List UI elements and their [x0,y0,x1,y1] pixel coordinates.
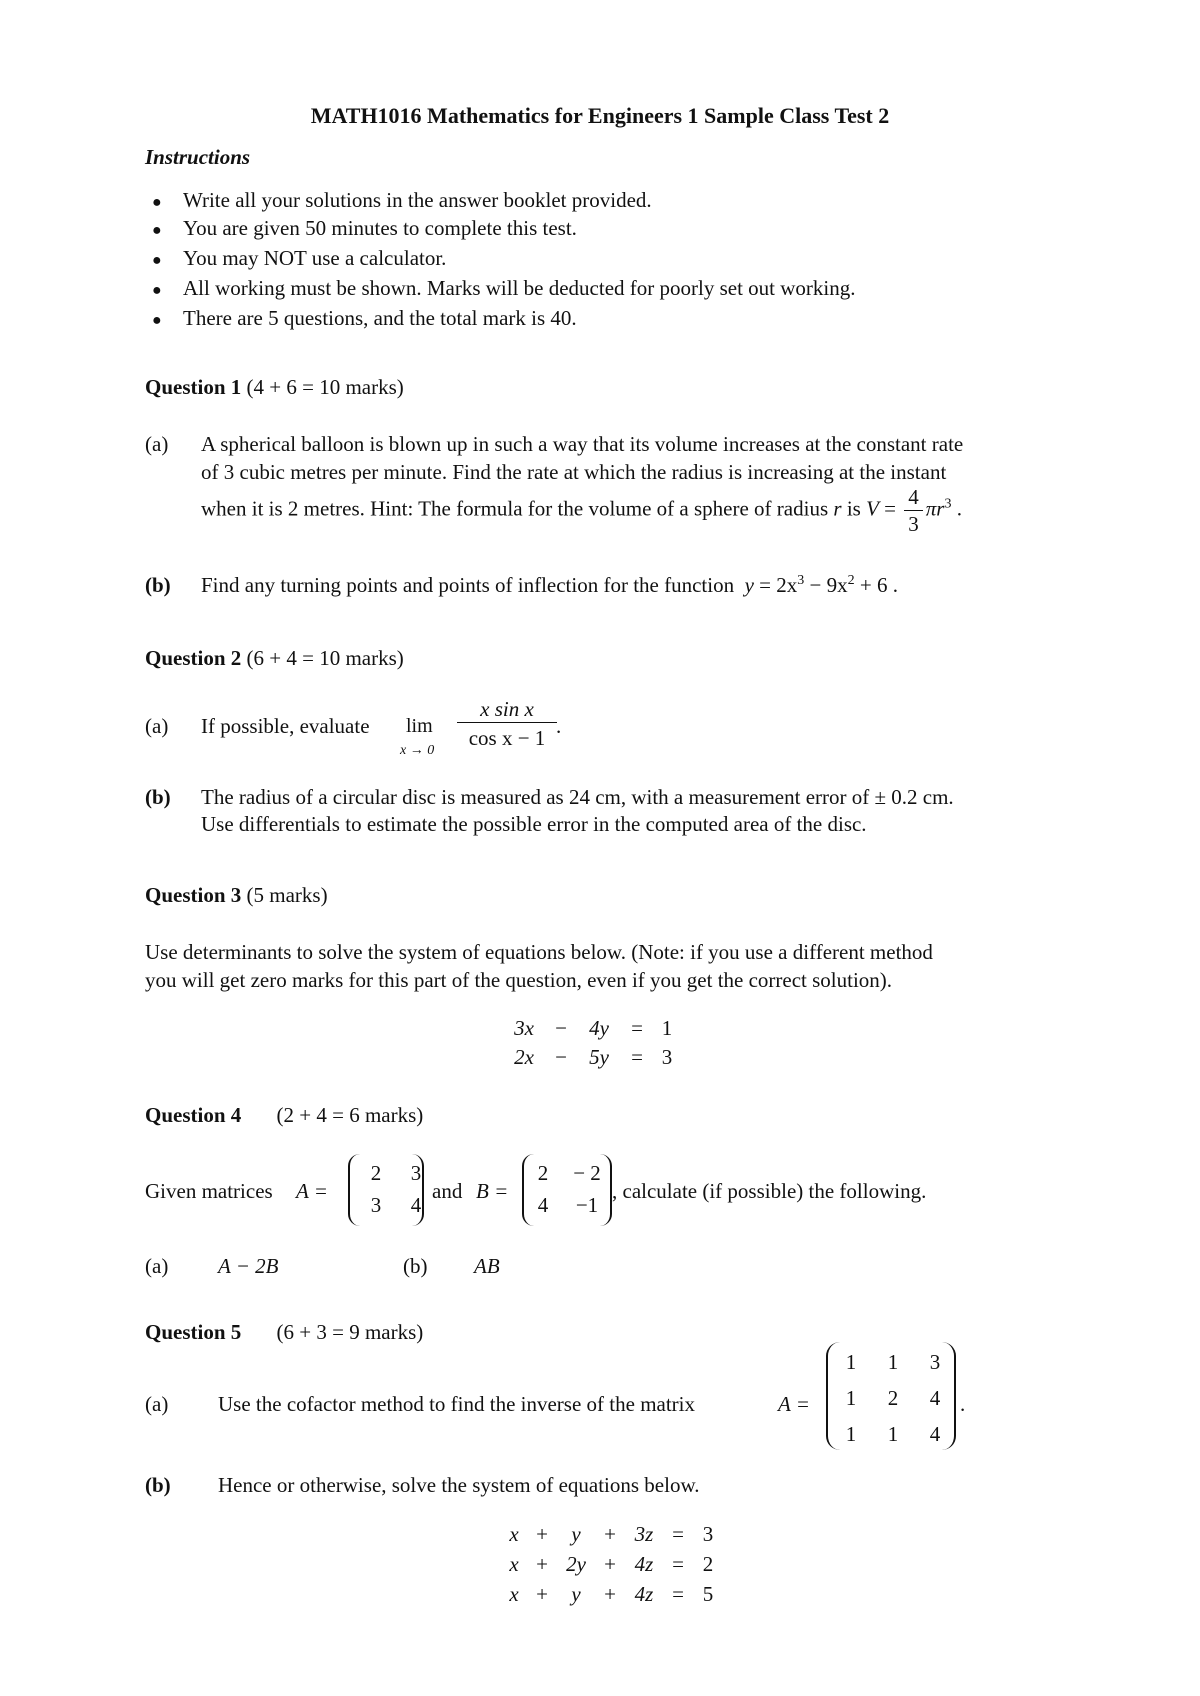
instruction-item: You are given 50 minutes to complete this test. [183,216,577,240]
part-label: (a) [145,714,169,738]
matrix-cell: 4 [410,1193,422,1217]
matrix-label: A = [778,1392,810,1416]
question-3-heading [145,881,328,910]
math-exponent: 2 [847,573,855,588]
fraction-numerator: x sin x [457,696,557,723]
question-4-tail: , calculate (if possible) the following. [612,1179,927,1203]
question-5b-text: Hence or otherwise, solve the system of equations below. [218,1473,700,1497]
eq-term: y [571,1522,581,1546]
instruction-item: You may NOT use a calculator. [183,246,447,270]
math-expr: A − 2B [218,1254,279,1278]
math-var: πr [925,496,945,521]
question-1b-line [201,571,898,600]
matrix-label: A = [296,1179,328,1203]
eq-term: x [509,1552,519,1576]
part-label: (b) [403,1254,428,1278]
math-var: V [866,496,879,521]
eq-term: 3z [634,1522,654,1546]
eq-op: = [631,1016,643,1040]
eq-term: 3x [514,1016,534,1040]
question-title: Question 5 [145,1320,242,1344]
fraction [904,484,923,537]
question-5-heading [145,1318,423,1347]
eq-term: x [509,1582,519,1606]
instruction-item: There are 5 questions, and the total mark is 40. [183,306,577,330]
page-title: MATH1016 Mathematics for Engineers 1 Sample Class Test 2 [310,103,890,128]
eq-op: − [555,1016,567,1040]
math-exponent: 3 [797,573,805,588]
right-paren [942,1342,956,1450]
question-1a-line: A spherical balloon is blown up in such a way that its volume increases at the constant rate [201,432,964,456]
eq-op: + [536,1552,548,1576]
part-label: (b) [145,785,171,809]
part-label: (b) [145,1473,171,1497]
eq-term: x [509,1522,519,1546]
matrix-cell: 1 [887,1350,899,1374]
eq-op: = [672,1552,684,1576]
eq-term: 2y [566,1552,586,1576]
fraction [457,696,557,753]
fraction-denominator: 3 [908,512,919,536]
math-op: . [556,714,562,738]
math-expr: + 6 . [854,573,898,597]
math-exponent: 3 [944,496,952,512]
eq-term: 4y [589,1016,609,1040]
eq-term: 3 [661,1045,673,1069]
eq-op: + [536,1582,548,1606]
math-expr: = 2x [759,573,798,597]
part-label: (a) [145,1254,169,1278]
math-var: y [744,573,754,597]
matrix-cell: 4 [929,1422,941,1446]
bullet-icon: ● [152,312,162,329]
question-2b-line: Use differentials to estimate the possible error in the computed area of the disc. [201,812,867,836]
right-paren [412,1154,424,1226]
equation-system [502,1519,722,1609]
math-var: r [833,496,842,521]
eq-term: 2x [514,1045,534,1069]
matrix-cell: 1 [845,1386,857,1410]
math-text: and [432,1179,463,1203]
question-marks: (5 marks) [246,883,328,907]
question-title: Question 4 [145,1103,242,1127]
question-marks: (6 + 3 = 9 marks) [276,1320,424,1344]
eq-op: + [604,1522,616,1546]
matrix-cell: −1 [575,1193,599,1217]
question-text: Find any turning points and points of inflection for the function [201,573,735,597]
bullet-icon: ● [152,222,162,239]
matrix-A [356,1157,436,1221]
matrix-cell: 3 [410,1161,422,1185]
question-title: Question 2 [145,646,242,670]
question-marks: (2 + 4 = 6 marks) [276,1103,424,1127]
limit-subscript: x → 0 [400,743,435,758]
eq-term: 1 [661,1016,673,1040]
part-label: (b) [145,573,171,597]
instructions-heading: Instructions [145,145,251,169]
eq-op: = [672,1582,684,1606]
question-5a-text: Use the cofactor method to find the inverse of the matrix [218,1392,696,1416]
question-1-heading [145,373,404,402]
instruction-item: All working must be shown. Marks will be deducted for poorly set out working. [183,276,856,300]
fraction-denominator: cos x − 1 [468,726,546,750]
matrix-cell: 1 [887,1422,899,1446]
matrix-cell: 1 [845,1350,857,1374]
equation-system [505,1014,679,1072]
eq-op: = [631,1045,643,1069]
question-marks: (6 + 4 = 10 marks) [246,646,404,670]
question-2-heading [145,644,404,673]
matrix-cell: 4 [537,1193,549,1217]
matrix-cell: 3 [929,1350,941,1374]
eq-term: y [571,1582,581,1606]
question-3-line: Use determinants to solve the system of equations below. (Note: if you use a different method [145,940,933,964]
fraction-numerator: 4 [904,484,923,511]
eq-op: = [672,1522,684,1546]
question-title: Question 3 [145,883,242,907]
question-4-heading [145,1101,423,1130]
question-3-line: you will get zero marks for this part of the question, even if you get the correct solution). [145,968,893,992]
part-label: (a) [145,432,169,456]
question-2a-text: If possible, evaluate [201,714,370,738]
math-op: . [956,496,962,521]
eq-term: 5y [589,1045,609,1069]
matrix-cell: 2 [537,1161,549,1185]
eq-term: 4z [634,1582,654,1606]
question-title: Question 1 [145,375,242,399]
part-label: (a) [145,1392,169,1416]
question-2b-line: The radius of a circular disc is measured as 24 cm, with a measurement error of ± 0.2 cm. [201,785,954,809]
bullet-icon: ● [152,252,162,269]
right-paren [600,1154,612,1226]
question-1a-formula-line [201,484,962,537]
bullet-icon: ● [152,194,162,211]
math-expr: AB [474,1254,500,1278]
matrix-cell: − 2 [573,1161,601,1185]
eq-op: + [536,1522,548,1546]
eq-term: 5 [702,1582,714,1606]
eq-term: 2 [702,1552,714,1576]
limit-symbol: lim [406,715,433,737]
math-op: = [884,496,896,521]
matrix-cell: 3 [370,1193,382,1217]
eq-op: + [604,1552,616,1576]
question-4-given: Given matrices [145,1179,273,1203]
eq-op: − [555,1045,567,1069]
eq-op: + [604,1582,616,1606]
matrix-A [830,1344,956,1452]
question-1a-line: of 3 cubic metres per minute. Find the rate at which the radius is increasing at the instant [201,460,947,484]
math-expr: − 9x [804,573,848,597]
instruction-item: Write all your solutions in the answer booklet provided. [183,188,652,212]
eq-term: 3 [702,1522,714,1546]
question-marks: (4 + 6 = 10 marks) [246,375,404,399]
matrix-cell: 2 [887,1386,899,1410]
eq-term: 4z [634,1552,654,1576]
math-op: . [960,1392,966,1416]
bullet-icon: ● [152,282,162,299]
question-1a-line: when it is 2 metres. Hint: The formula for the volume of a sphere of radius [201,496,829,521]
matrix-label: B = [476,1179,509,1203]
math-text: is [846,496,861,521]
matrix-cell: 4 [929,1386,941,1410]
matrix-cell: 1 [845,1422,857,1446]
matrix-cell: 2 [370,1161,382,1185]
